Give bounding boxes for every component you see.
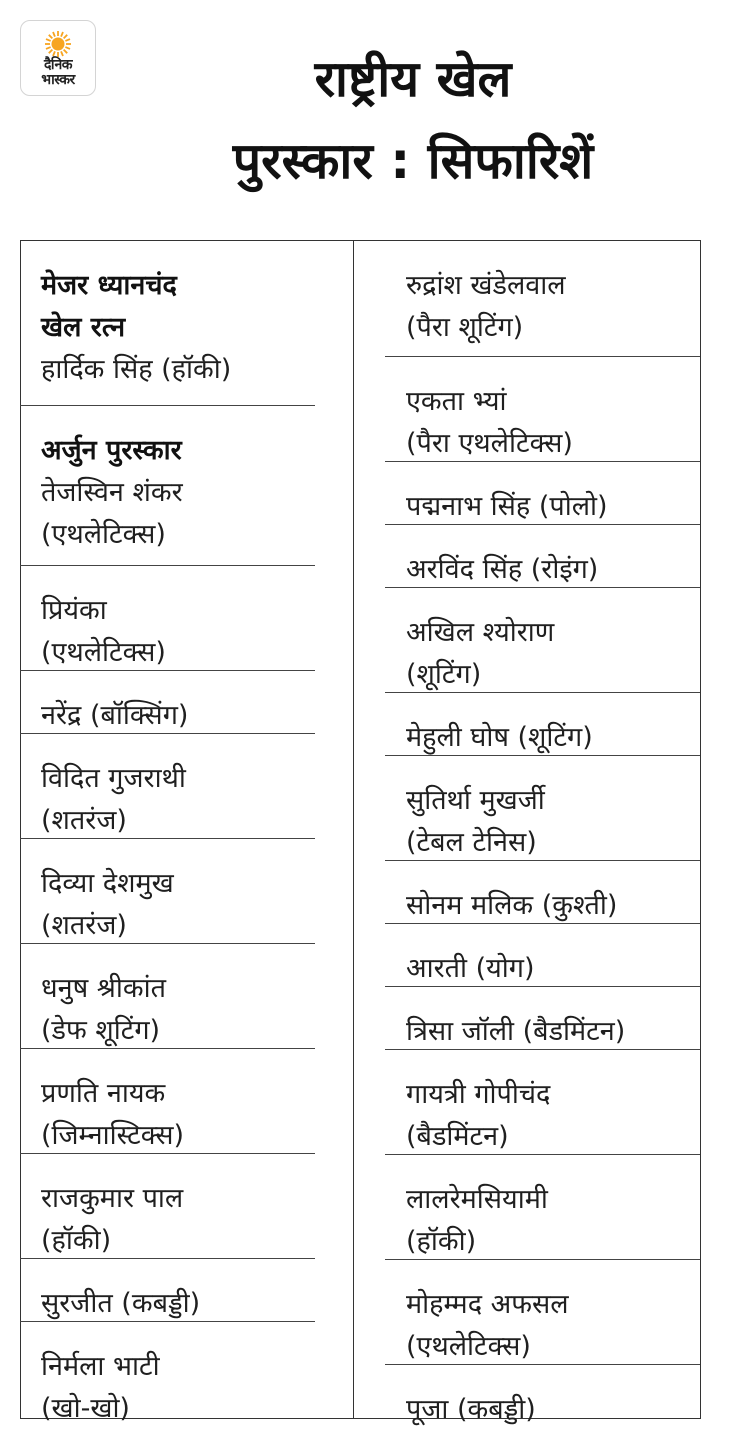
column-divider [353,240,354,1419]
list-item [385,525,700,588]
section-heading: खेल रत्न [41,312,126,343]
list-item-text: (एथलेटिक्स) [41,637,166,668]
list-item-text: पूजा (कबड्डी) [406,1394,536,1425]
list-item [385,756,700,861]
list-item-text: अखिल श्योराण [406,617,555,648]
page-title-line-1: राष्ट्रीय खेल [314,50,512,108]
list-item [20,734,315,839]
list-item-text: विदित गुजराथी [41,763,186,794]
list-item-text: हार्दिक सिंह (हॉकी) [41,354,232,385]
list-item-text: (हॉकी) [406,1226,477,1257]
list-item [20,671,315,734]
list-item-text: प्रणति नायक [41,1078,166,1109]
list-item [385,1050,700,1155]
list-item [20,1259,315,1322]
list-item-text: सुतिर्था मुखर्जी [406,785,545,816]
list-item-text: सोनम मलिक (कुश्ती) [406,890,618,921]
list-item-text: धनुष श्रीकांत [41,973,167,1004]
sun-icon [44,30,72,58]
list-item [385,924,700,987]
list-item-text: तेजस्विन शंकर [41,477,183,508]
list-item [385,462,700,525]
page-title-line-2: पुरस्कार : सिफारिशें [232,132,594,190]
list-item-text: (पैरा शूटिंग) [406,312,524,343]
list-item [385,1155,700,1260]
list-item-text: (बैडमिंटन) [406,1121,509,1152]
section-heading: अर्जुन पुरस्कार [41,435,182,466]
list-item-text: (शूटिंग) [406,659,482,690]
list-item-text: लालरेमसियामी [406,1184,548,1215]
list-item-text: अरविंद सिंह (रोइंग) [406,554,599,585]
list-item-text: आरती (योग) [406,953,535,984]
list-item [385,241,700,357]
list-item-text: राजकुमार पाल [41,1183,184,1214]
list-item [20,566,315,671]
list-item-text: (टेबल टेनिस) [406,827,537,858]
list-item-text: (हॉकी) [41,1225,112,1256]
left-column [20,241,315,1427]
list-item-text: मोहम्मद अफसल [406,1289,569,1320]
list-item [385,1365,700,1428]
list-item-text: मेहुली घोष (शूटिंग) [406,722,593,753]
list-item-text: एकता भ्यां [406,386,507,417]
list-item-text: गायत्री गोपीचंद [406,1079,551,1110]
list-item-text: सुरजीत (कबड्डी) [41,1288,201,1319]
list-item-text: प्रियंका [41,595,107,626]
list-item [385,693,700,756]
section-heading: मेजर ध्यानचंद [41,270,177,301]
list-item [20,944,315,1049]
list-item-text: (शतरंज) [41,805,127,836]
logo-word-2: भास्कर [41,72,75,88]
list-item-text: दिव्या देशमुख [41,868,174,899]
list-item-text: (जिम्नास्टिक्स) [41,1120,185,1151]
list-item-text: रुद्रांश खंडेलवाल [406,270,566,301]
list-item [385,861,700,924]
list-item-text: (शतरंज) [41,910,127,941]
logo-word-1: दैनिक [43,57,73,73]
list-item [385,987,700,1050]
right-column [385,241,700,1428]
list-item [20,1154,315,1259]
list-item-text: (खो-खो) [41,1393,130,1424]
brand-logo [20,20,96,96]
list-item-text: पद्मनाभ सिंह (पोलो) [406,491,608,522]
list-item-text: नरेंद्र (बॉक्सिंग) [41,700,189,731]
list-item [20,1049,315,1154]
list-item [20,1322,315,1427]
list-item [385,1260,700,1365]
list-item-text: (डेफ शूटिंग) [41,1015,161,1046]
list-item [385,357,700,462]
list-item-text: (एथलेटिक्स) [41,519,166,550]
list-item [20,241,315,406]
list-item-text: त्रिसा जॉली (बैडमिंटन) [406,1016,626,1047]
list-item-text: निर्मला भाटी [41,1351,160,1382]
list-item-text: (एथलेटिक्स) [406,1331,531,1362]
list-item [20,406,315,566]
list-item-text: (पैरा एथलेटिक्स) [406,428,573,459]
list-item [385,588,700,693]
list-item [20,839,315,944]
